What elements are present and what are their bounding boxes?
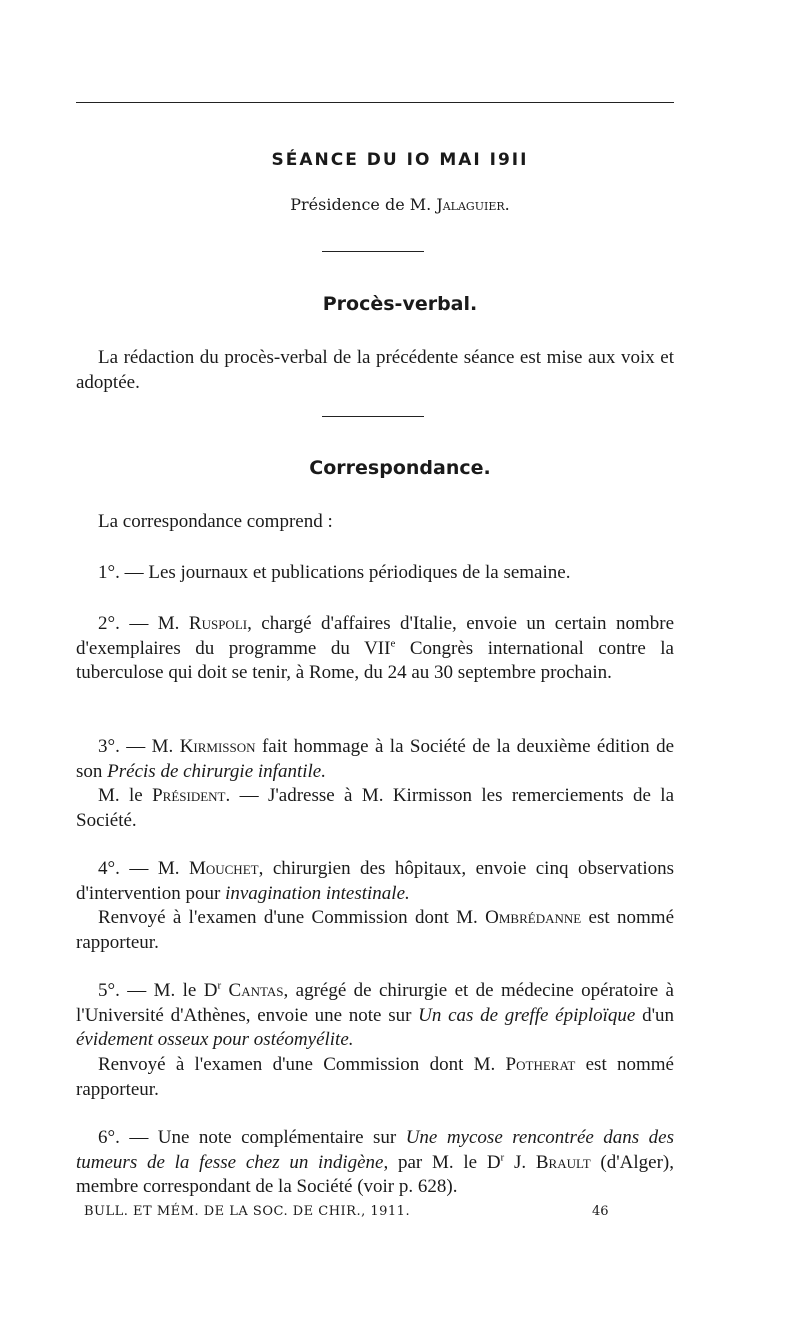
item-5-person: Cantas [221,980,284,1001]
referral-text-end: est nommé rapporteur. [76,1054,674,1100]
journal-reference: BULL. ET MÉM. DE LA SOC. DE CHIR., 1911. [84,1204,411,1219]
correspondance-item-3 [76,735,674,784]
item-5-title: Un cas de greffe épiploïque [418,1004,636,1026]
referral-text: Renvoyé à l'examen d'une Commission dont M. [98,907,486,928]
correspondance-heading: Correspondance. [309,457,491,479]
item-4-number: 4°. — M. [98,858,189,879]
item-6-text: , par M. le D [383,1151,501,1173]
item-5-title-2: évidement osseux pour ostéomyélite. [76,1029,354,1050]
correspondance-item-4 [76,857,674,906]
correspondance-intro: La correspondance comprend : [98,511,333,532]
item-4-person: Mouchet [188,858,259,879]
correspondance-item-5 [76,979,674,1053]
correspondance-item-1: 1°. — Les journaux et publications périodiques de la semaine. [98,562,571,583]
referral-person: Potherat [505,1054,576,1075]
item-6-initial: J. [504,1151,536,1173]
item-5-referral [76,1053,674,1102]
reply-prefix: M. le [98,785,153,806]
referral-text-end: est nommé rapporteur. [76,907,674,953]
referral-person: Ombrédanne [485,907,582,928]
session-title: SÉANCE DU IO MAI I9II [271,150,529,170]
referral-text: Renvoyé à l'examen d'une Commission dont M. [98,1054,506,1075]
section-divider [322,416,424,417]
item-3-person: Kirmisson [179,736,256,757]
page-number: 46 [592,1204,609,1219]
item-6-number: 6°. — Une note complémentaire sur [98,1127,406,1148]
section-divider [322,251,424,252]
item-6-superscript: r [500,1151,505,1164]
item-6-text-end: (d'Alger), membre correspondant de la Société (voir p. 628). [76,1151,674,1197]
proces-verbal-heading: Procès-verbal. [322,293,478,315]
presidence-prefix: Présidence de M. [290,195,437,214]
item-3-book-title: Précis de chirurgie infantile. [107,760,326,782]
top-rule [76,102,674,103]
item-4-referral [76,906,674,955]
presidence-line [0,195,800,214]
item-3-text: fait hommage à la Société de la deuxième édition de son [76,736,675,782]
item-6-person: Brault [535,1151,591,1173]
item-2-number: 2°. — M. [98,613,189,634]
item-5-text: , agrégé de chirurgie et de médecine opératoire à l'Université d'Athènes, envoie une note sur [76,980,674,1026]
item-5-superscript: r [217,979,222,992]
proces-verbal-text: La rédaction du procès-verbal de la précédente séance est mise aux voix et adoptée. [76,347,674,393]
item-4-title: invagination intestinale. [225,882,410,904]
reply-text: . — J'adresse à M. Kirmisson les remerciements de la Société. [76,785,675,831]
item-2-superscript: e [390,637,396,650]
item-2-person: Ruspoli [188,613,248,634]
item-5-text-mid: d'un [635,1004,674,1026]
correspondance-item-6 [76,1126,674,1200]
item-4-text: , chirurgien des hôpitaux, envoie cinq observations d'intervention pour [76,858,674,904]
reply-president: Président [152,785,226,806]
item-2-text-end: Congrès international contre la tuberculose qui doit se tenir, à Rome, du 24 au 30 septembre prochain. [76,637,674,683]
item-5-number: 5°. — M. le D [98,980,218,1001]
president-reply [76,784,674,833]
correspondance-item-2 [76,612,674,686]
item-2-text: , chargé d'affaires d'Italie, envoie un certain nombre d'exemplaires du programme du VII [76,613,675,659]
president-name: Jalaguier. [436,195,510,214]
item-3-number: 3°. — M. [98,736,180,757]
item-6-title: Une mycose rencontrée dans des tumeurs de la fesse chez un indigène [76,1127,674,1173]
